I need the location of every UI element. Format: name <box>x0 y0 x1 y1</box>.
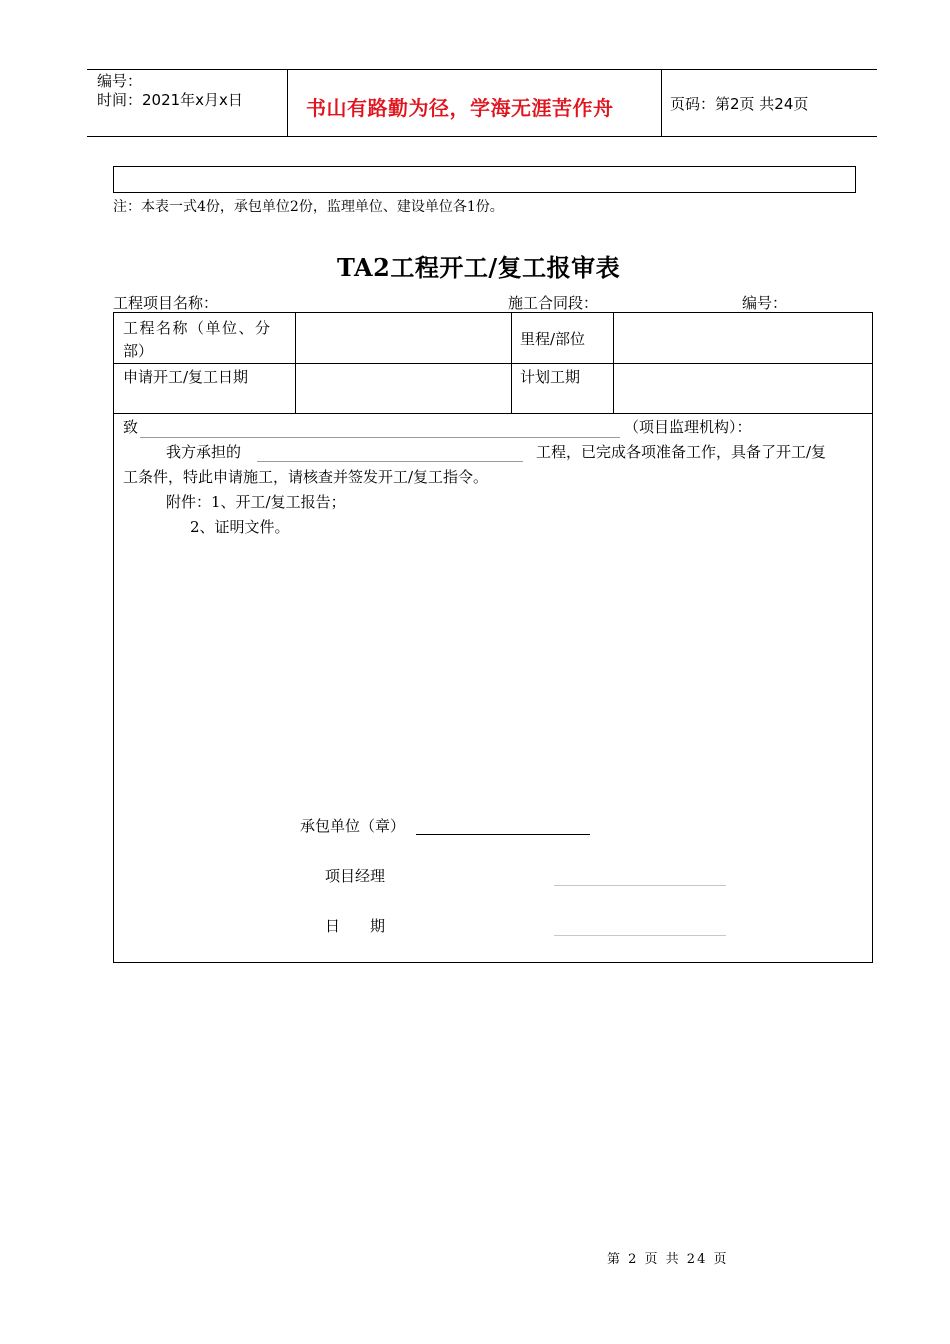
application-form-table <box>113 312 873 963</box>
header-page-label: 页码：第2页 共24页 <box>670 95 809 113</box>
header-divider-right <box>661 69 662 136</box>
start-date-label: 申请开工/复工日期 <box>123 368 249 386</box>
date-label: 日 期 <box>325 917 386 935</box>
project-work-blank[interactable] <box>257 461 523 462</box>
form-title: TA2工程开工/复工报审表 <box>337 253 621 282</box>
contractor-seal-blank[interactable] <box>416 834 590 835</box>
project-name-cell-label-line1: 工程名称（单位、分 <box>123 319 272 337</box>
col-divider-2 <box>511 313 512 413</box>
distribution-note: 注：本表一式4份，承包单位2份，监理单位、建设单位各1份。 <box>113 199 504 215</box>
attachment-1: 附件：1、开工/复工报告； <box>166 493 346 511</box>
header-top-rule <box>87 69 877 70</box>
header-divider-left <box>287 69 288 136</box>
previous-table-remnant <box>113 166 856 193</box>
addressee-blank[interactable] <box>140 437 620 438</box>
project-manager-blank[interactable] <box>554 885 726 886</box>
mileage-location-value-cell[interactable] <box>614 314 870 362</box>
contractor-seal-label: 承包单位（章） <box>300 817 406 835</box>
project-name-label: 工程项目名称： <box>113 294 219 312</box>
start-date-value-cell[interactable] <box>296 364 510 412</box>
header-time-label: 时间：2021年x月x日 <box>97 91 243 109</box>
header-serial-label: 编号： <box>97 72 143 90</box>
body-line2: 工条件，特此申请施工，请核查并签发开工/复工指令。 <box>123 468 489 486</box>
contract-section-label: 施工合同段： <box>508 294 599 312</box>
date-blank[interactable] <box>554 935 726 936</box>
project-manager-label: 项目经理 <box>325 867 386 885</box>
planned-duration-label: 计划工期 <box>520 368 581 386</box>
attachment-2: 2、证明文件。 <box>190 518 290 536</box>
addressee-prefix: 致 <box>123 418 139 436</box>
planned-duration-value-cell[interactable] <box>614 364 870 412</box>
project-name-value-cell[interactable] <box>296 314 510 362</box>
form-number-label: 编号： <box>742 294 788 312</box>
page-footer: 第 2 页 共 24 页 <box>607 1252 729 1267</box>
addressee-suffix: （项目监理机构）： <box>624 418 752 436</box>
header-bottom-rule <box>87 136 877 137</box>
body-line1-prefix: 我方承担的 <box>166 443 242 461</box>
mileage-location-label: 里程/部位 <box>520 330 586 348</box>
row-divider-2 <box>114 413 872 414</box>
project-name-cell-label-line2: 部） <box>123 342 154 360</box>
header-motto: 书山有路勤为径，学海无涯苦作舟 <box>306 96 614 120</box>
body-line1-suffix: 工程，已完成各项准备工作，具备了开工/复 <box>536 443 827 461</box>
